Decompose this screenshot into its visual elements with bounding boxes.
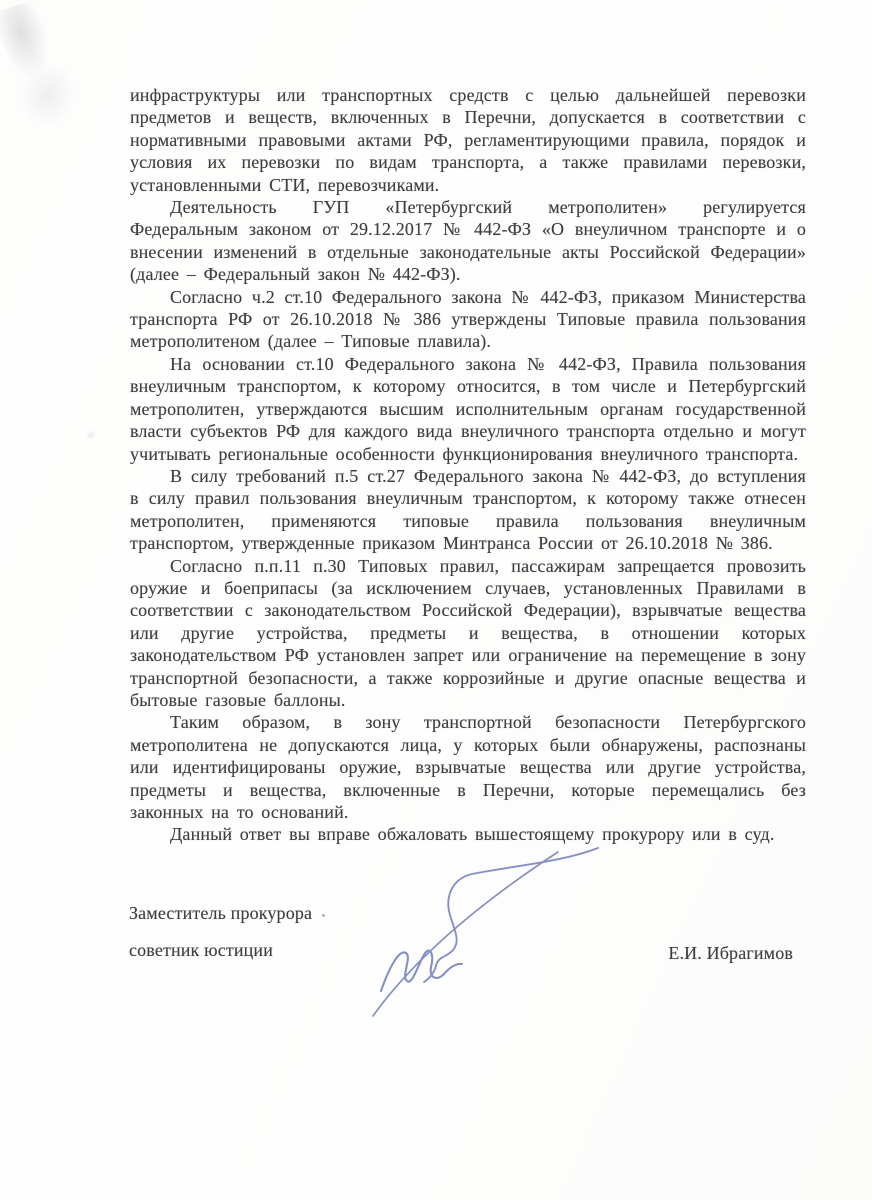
signer-position-line2: советник юстиции: [129, 940, 273, 960]
letter-body: [130, 84, 806, 846]
signer-name: Е.И. Ибрагимов: [668, 943, 793, 963]
paragraph: На основании ст.10 Федерального закона № 442-ФЗ, Правила пользования внеуличным транспортом, к которому относится, в том числе и Петербургский метрополитен, утверждаются высшим исполнительным органам государственной власти субъектов РФ для каждого вида внеуличного транспорта отдельно и могут учитывать региональные особенности функционирования внеуличного транспорта.: [130, 353, 806, 464]
paragraph-continuation: инфраструктуры или транспортных средств с целью дальнейшей перевозки предметов и веществ, включенных в Перечни, допускается в соответствии с нормативными правовыми актами РФ, регламентирующими правила, порядок и условия их перевозки по видам транспорта, а также правилами перевозки, установленными СТИ, перевозчиками.: [130, 85, 806, 195]
paragraph: Согласно ч.2 ст.10 Федерального закона № 442-ФЗ, приказом Министерства транспорта РФ от 26.10.2018 № 386 утверждены Типовые правила пользования метрополитеном (далее – Типовые плавила).: [130, 286, 806, 352]
paragraph: Деятельность ГУП «Петербургский метрополитен» регулируется Федеральным законом от 29.12.2017 № 442-ФЗ «О внеуличном транспорте и о внесении изменений в отдельные законодательные акты Российской Федерации» (далее – Федеральный закон № 442-ФЗ).: [130, 197, 806, 285]
handwritten-signature: [350, 826, 610, 1030]
signature-squiggle-stroke: [381, 951, 462, 991]
signer-position-line1: Заместитель прокурора: [129, 903, 313, 923]
scan-speck-artifact: [86, 430, 96, 440]
signature-swoop-stroke: [424, 848, 598, 982]
paragraph: Таким образом, в зону транспортной безопасности Петербургского метрополитена не допускаются лица, у которых были обнаружены, распознаны или идентифицированы оружие, взрывчатые вещества или другие устройства, предметы и вещества, включенные в Перечни, которые перемещались без законных на то оснований.: [130, 712, 806, 822]
paragraph: Согласно п.п.11 п.30 Типовых правил, пассажирам запрещается провозить оружие и боеприпасы (за исключением случаев, установленных Правилами в соответствии с законодательством Российской Федерации), взрывчатые вещества или другие устройства, предметы и вещества, в отношении которых законодательством РФ установлен запрет или ограничение на перемещение в зону транспортной безопасности, а также коррозийные и другие опасные вещества и бытовые газовые баллоны.: [130, 555, 806, 710]
paragraph-appeal-note: Данный ответ вы вправе обжаловать вышестоящему прокурору или в суд.: [170, 824, 775, 845]
ink-dot-artifact: [322, 914, 325, 917]
paragraph: В силу требований п.5 ст.27 Федерального закона № 442-ФЗ, до вступления в силу правил пользования внеуличным транспортом, к которому также отнесен метрополитен, применяются типовые правила пользования внеуличным транспортом, утвержденные приказом Минтранса России от 26.10.2018 № 386.: [130, 465, 806, 554]
